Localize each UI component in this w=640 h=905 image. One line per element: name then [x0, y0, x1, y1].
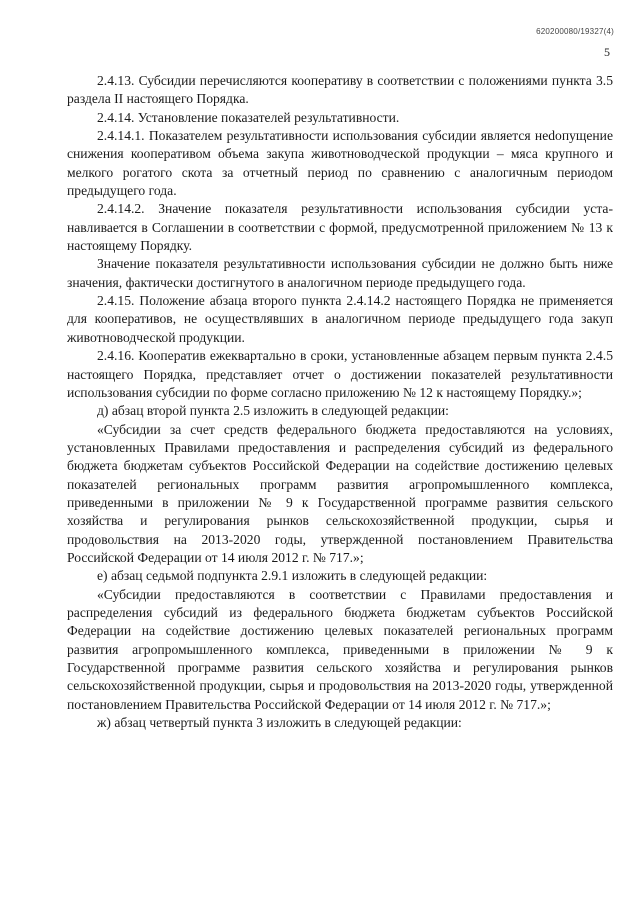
paragraph-amendment-d: д) абзац второй пункта 2.5 изложить в следующей редакции:	[97, 403, 449, 419]
paragraph-2-4-14-1: 2.4.14.1. Показателем результативности использования субсидии является неdопущение снижения кооперативом объема закупа животноводческой продукции – мяса крупного и мелкого рогатого скота за отчетный период по сравнению с аналогичным периодом предыдущего года.	[67, 128, 613, 199]
page-number: 5	[604, 45, 610, 59]
paragraph-quote-subsidies-rules: «Субсидии предоставляются в соответствии с Правилами предоставления и распределения субсидий из федерального бюджета бюджетам субъектов Российской Федерации на содействие достижению целевых показателей региональных программ развития агропромышленного комплекса, приведенными в приложении № 9 к Государственной программе развития сельского хозяйства и регулирования рынков сельскохозяйственной продукции, сырья и продовольствия на 2013-2020 годы, утвержденной постановлением Правительства Российской Федерации от 14 июля 2012 г. № 717.»;	[67, 586, 613, 712]
document-registration-code: 620200080/19327(4)	[536, 27, 614, 36]
paragraph-indicator-value: Значение показателя результативности использования субсидии не должно быть ниже значения, фактически достигнутого в аналогичном периоде предыдущего года.	[67, 256, 613, 290]
paragraph-amendment-e: е) абзац седьмой подпункта 2.9.1 изложить в следующей редакции:	[97, 568, 488, 584]
paragraph-2-4-14: 2.4.14. Установление показателей результативности.	[97, 109, 400, 125]
document-body	[67, 72, 613, 732]
paragraph-amendment-zh: ж) абзац четвертый пункта 3 изложить в следующей редакции:	[97, 715, 462, 731]
paragraph-quote-federal-budget: «Субсидии за счет средств федерального бюджета предоставляются на условиях, установленных Правилами предоставления и распределения субсидий из федерального бюджета бюджетам субъектов Российской Федерации на содействие достижению целевых показателей региональных программ развития агропромышленного комплекса, приведенными в приложении № 9 к Государственной программе развития сельского хозяйства и регулирования рынков сельскохозяйственной продукции, сырья и продовольствия на 2013-2020 годы, утвержденной постановлением Правительства Российской Федерации от 14 июля 2012 г. № 717.»;	[67, 421, 613, 565]
paragraph-2-4-15: 2.4.15. Положение абзаца второго пункта 2.4.14.2 настоящего Порядка не применяется для кооперативов, не осуществлявших в аналогичном периоде предыдущего года закуп животноводческой продукции.	[67, 293, 613, 345]
paragraph-2-4-16: 2.4.16. Кооператив ежеквартально в сроки, установленные абзацем первым пункта 2.4.5 настоящего Порядка, представляет отчет о достижении показателей результативности использования субсидии по форме согласно приложению № 12 к настоящему Порядку.»;	[67, 348, 613, 400]
paragraph-2-4-14-2: 2.4.14.2. Значение показателя результативности использования субсидии устанавливается в Соглашении в соответствии с формой, предусмотренной приложением № 13 к настоящему Порядку.	[67, 201, 613, 254]
paragraph-2-4-13: 2.4.13. Субсидии перечисляются кооперативу в соответствии с положениями пункта 3.5 раздела II настоящего Порядка.	[67, 73, 613, 107]
